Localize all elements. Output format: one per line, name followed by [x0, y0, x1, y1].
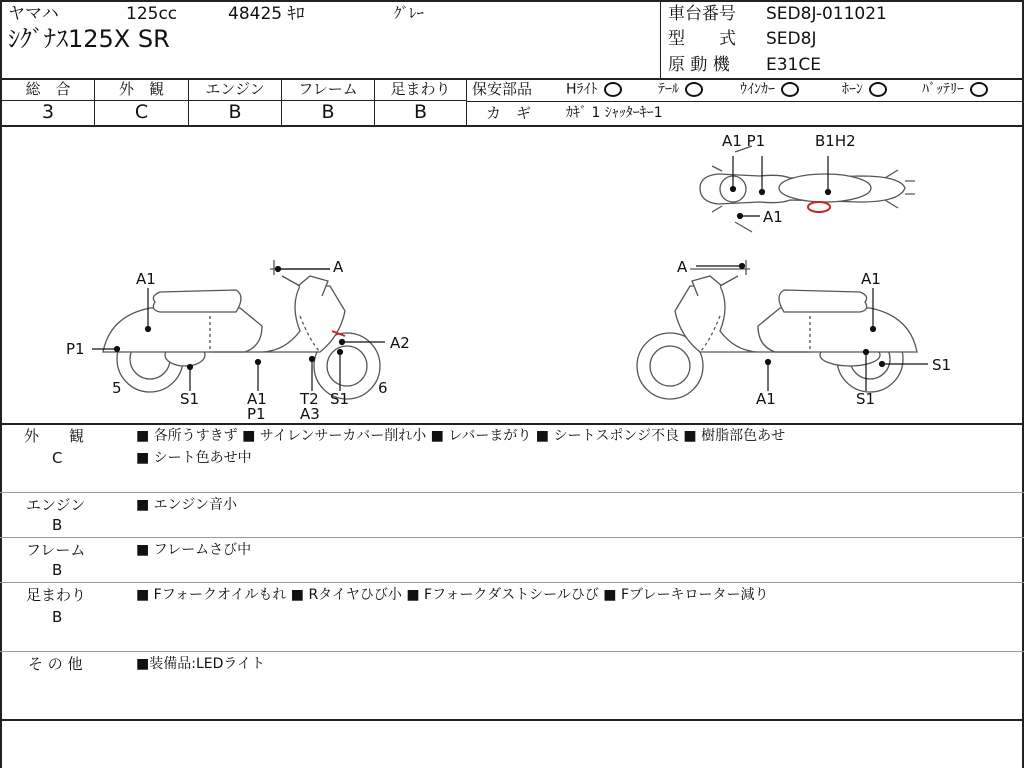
frame-top: [0, 0, 1024, 2]
safety-label: 保安部品: [472, 80, 533, 98]
type-label: 型 式: [668, 29, 736, 49]
label-l-p1: P1: [66, 340, 85, 358]
type-value: SED8J: [766, 29, 817, 49]
remark-exterior-grade: C: [52, 449, 63, 467]
ok-mark-icon: [604, 82, 622, 97]
damage-diagram: [0, 126, 1024, 424]
color: ｸﾞﾚｰ: [394, 4, 425, 22]
label-l-6: 6: [378, 379, 388, 397]
maker-name: ヤマハ: [8, 4, 59, 24]
ok-mark-icon: [869, 82, 887, 97]
remark-suspension-grade: B: [52, 608, 63, 626]
remark-divider-4: [0, 651, 1024, 652]
label-l-p1b: P1: [247, 405, 266, 423]
label-l-a: A: [333, 258, 344, 276]
label-r-s1b: S1: [856, 390, 876, 408]
label-l-a3: A3: [300, 405, 320, 423]
engine-value: E31CE: [766, 55, 821, 75]
remark-engine-text: ■ エンジン音小: [136, 497, 237, 513]
frame-grade-label: フレーム: [298, 80, 358, 98]
model-name: ｼｸﾞﾅｽ125X SR: [8, 25, 170, 53]
key-label: カ ギ: [486, 104, 532, 122]
safety-headlight: Hﾗｲﾄ: [566, 82, 622, 97]
label-l-s1: S1: [180, 390, 200, 408]
displacement: 125cc: [126, 4, 178, 24]
remark-other-label: そ の 他: [28, 655, 83, 673]
remark-exterior-line1: ■ 各所うすきず ■ サイレンサーカバー削れ小 ■ レバーまがり ■ シートスポンジ不良 ■ 樹脂部色あせ: [136, 428, 786, 444]
suspension-grade: B: [413, 101, 428, 123]
overall-label: 総 合: [25, 80, 71, 98]
remarks-bottom-border: [0, 719, 1024, 721]
label-r-a1: A1: [861, 270, 881, 288]
remark-frame-label: フレーム: [26, 541, 86, 559]
label-l-a1: A1: [136, 270, 156, 288]
safety-winker: ｳｲﾝｶｰ: [740, 82, 799, 97]
key-value: ｶｷﾞ 1 ｼｬｯﾀｰｷｰ1: [566, 105, 663, 121]
remark-engine-grade: B: [52, 516, 63, 534]
engine-grade-label: エンジン: [205, 80, 265, 98]
remark-exterior-line2: ■ シート色あせ中: [136, 450, 252, 466]
label-l-a2: A2: [390, 334, 410, 352]
label-l-5: 5: [112, 379, 122, 397]
label-l-t2: T2: [300, 390, 319, 408]
label-top-a1: A1: [763, 208, 783, 226]
label-l-a1b: A1: [247, 390, 267, 408]
remark-frame-text: ■ フレームさび中: [136, 542, 252, 558]
safety-tail: ﾃｰﾙ: [658, 82, 703, 97]
frame-no: SED8J-011021: [766, 4, 887, 24]
frame-no-label: 車台番号: [668, 4, 736, 24]
remark-frame-grade: B: [52, 561, 63, 579]
label-r-a: A: [677, 258, 688, 276]
safety-battery: ﾊﾞｯﾃﾘｰ: [922, 82, 988, 97]
remark-divider-3: [0, 582, 1024, 583]
engine-grade: B: [228, 101, 242, 123]
suspension-grade-label: 足まわり: [390, 80, 451, 98]
mileage: 48425 ｷﾛ: [228, 4, 305, 24]
exterior-grade-label: 外 観: [118, 80, 164, 98]
exterior-grade: C: [134, 101, 149, 123]
safety-divider: [466, 101, 1024, 102]
ok-mark-icon: [970, 82, 988, 97]
remarks-top-border: [0, 423, 1024, 425]
overall-grade: 3: [41, 101, 55, 123]
label-r-s1: S1: [932, 356, 952, 374]
safety-horn: ﾎｰﾝ: [842, 82, 887, 97]
frame-grade: B: [321, 101, 335, 123]
remark-exterior-label: 外 観: [24, 427, 85, 445]
grade-divider-5: [466, 79, 467, 126]
remark-engine-label: エンジン: [26, 496, 86, 514]
remark-divider-1: [0, 492, 1024, 493]
header-divider: [660, 0, 661, 78]
ok-mark-icon: [781, 82, 799, 97]
remark-other-text: ■装備品:LEDライト: [136, 656, 265, 672]
ok-mark-icon: [685, 82, 703, 97]
label-r-a1b: A1: [756, 390, 776, 408]
remark-suspension-text: ■ Fフォークオイルもれ ■ Rタイヤひび小 ■ Fフォークダストシールひび ■ Fブレーキローター減り: [136, 587, 769, 603]
label-a1p1: A1 P1: [722, 132, 766, 150]
engine-label: 原 動 機: [668, 55, 730, 75]
label-l-s1b: S1: [330, 390, 350, 408]
remark-divider-2: [0, 537, 1024, 538]
label-b1h2: B1H2: [815, 132, 856, 150]
remark-suspension-label: 足まわり: [26, 586, 87, 604]
